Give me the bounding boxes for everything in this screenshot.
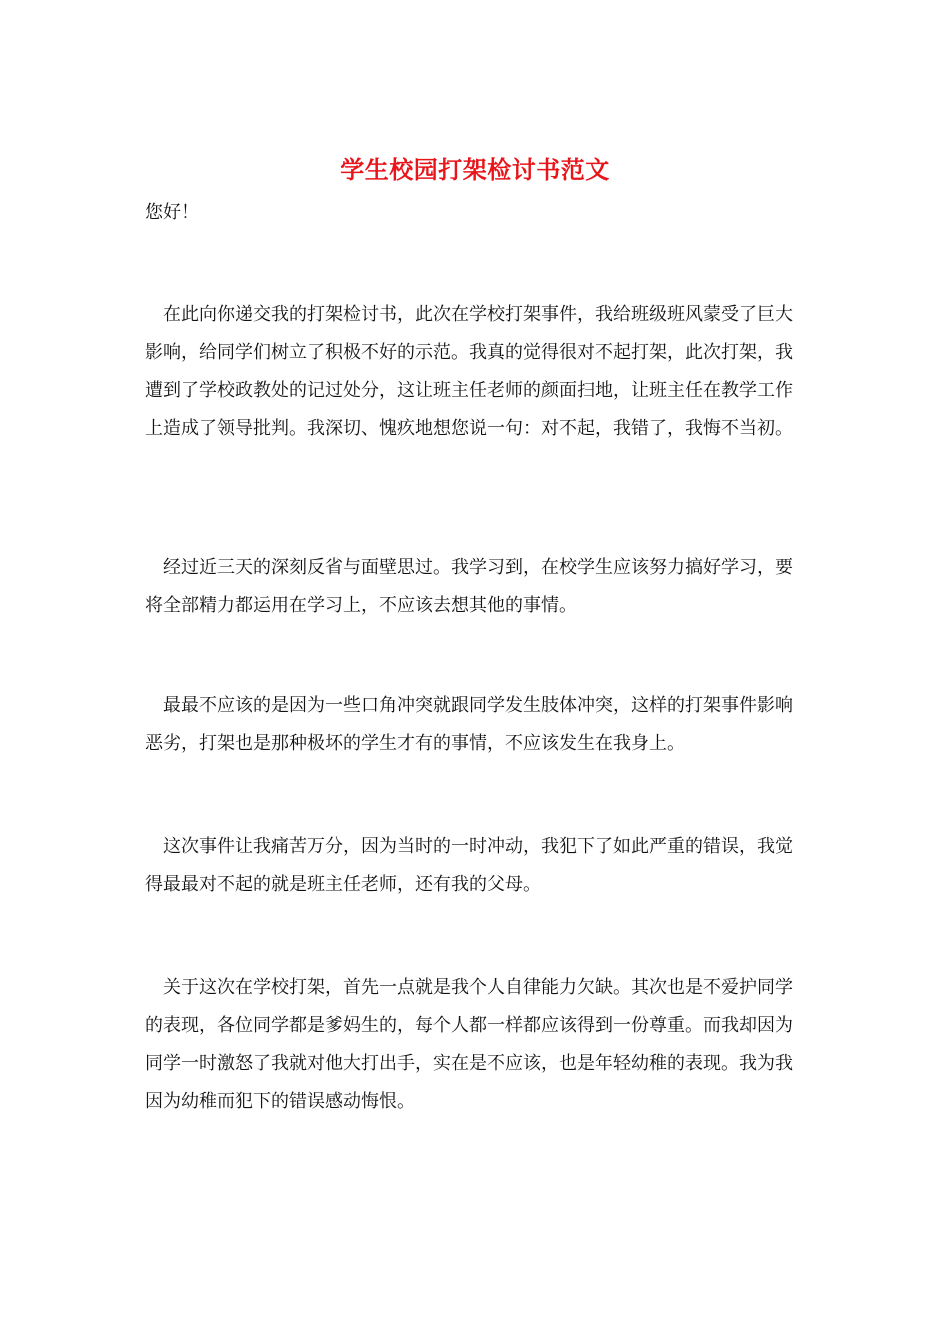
- paragraph-3: 最最不应该的是因为一些口角冲突就跟同学发生肢体冲突，这样的打架事件影响恶劣，打架也是那种极坏的学生才有的事情，不应该发生在我身上。: [145, 695, 793, 754]
- greeting: 您好！: [145, 202, 199, 223]
- paragraph-5: 关于这次在学校打架，首先一点就是我个人自律能力欠缺。其次也是不爱护同学的表现，各位同学都是爹妈生的，每个人都一样都应该得到一份尊重。而我却因为同学一时激怒了我就对他大打出手，实在是不应该，也是年轻幼稚的表现。我为我因为幼稚而犯下的错误感动悔恨。: [145, 977, 793, 1112]
- paragraph-1: 在此向你递交我的打架检讨书，此次在学校打架事件，我给班级班风蒙受了巨大影响，给同学们树立了积极不好的示范。我真的觉得很对不起打架，此次打架，我遭到了学校政教处的记过处分，这让班主任老师的颜面扫地，让班主任在教学工作上造成了领导批判。我深切、愧疚地想您说一句：对不起，我错了，我悔不当初。: [145, 304, 793, 439]
- paragraph-2: 经过近三天的深刻反省与面壁思过。我学习到，在校学生应该努力搞好学习，要将全部精力都运用在学习上，不应该去想其他的事情。: [145, 557, 793, 616]
- document-title: 学生校园打架检讨书范文: [340, 155, 610, 184]
- paragraph-4: 这次事件让我痛苦万分，因为当时的一时冲动，我犯下了如此严重的错误，我觉得最最对不起的就是班主任老师，还有我的父母。: [145, 836, 793, 895]
